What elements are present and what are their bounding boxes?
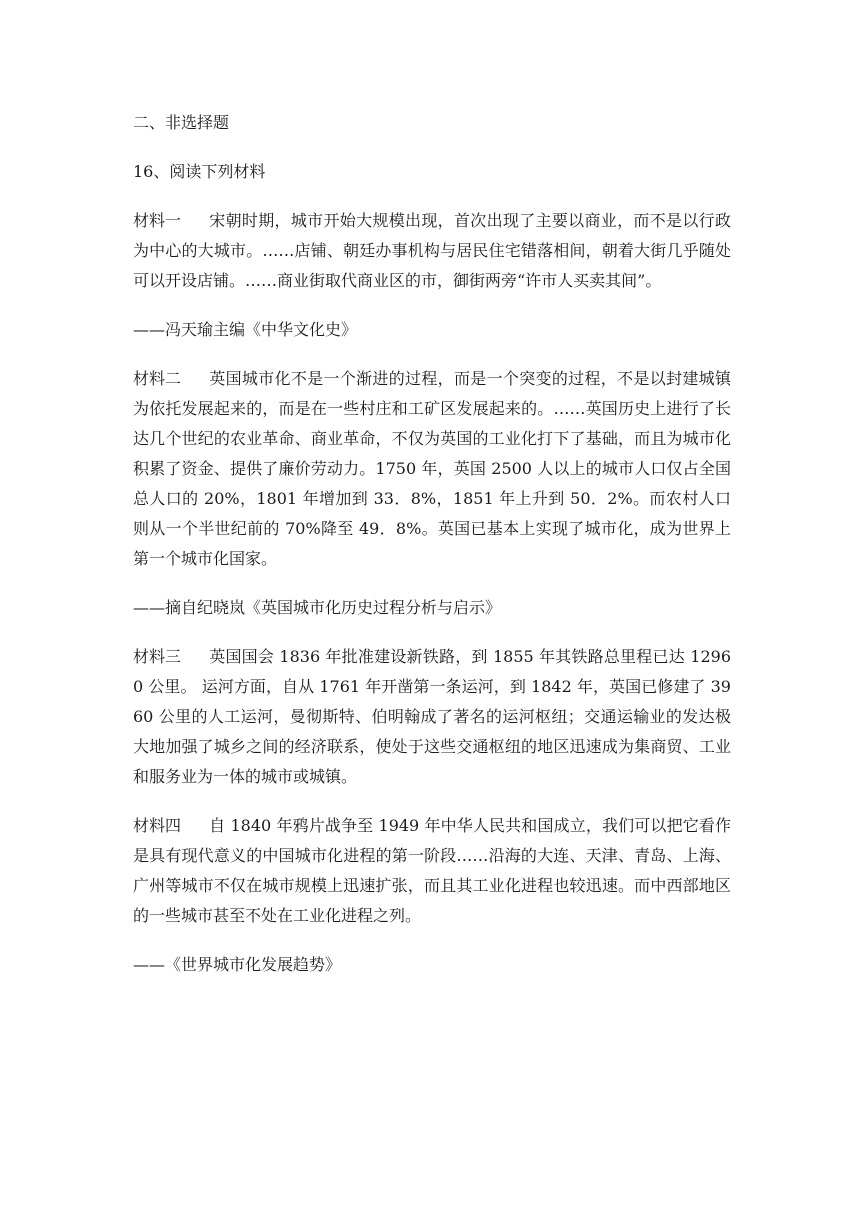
material-four-source: ——《世界城市化发展趋势》 [133, 955, 342, 974]
material-three-label: 材料三 [133, 647, 182, 666]
material-two [133, 364, 731, 574]
material-two-source: ——摘自纪晓岚《英国城市化历史过程分析与启示》 [133, 598, 502, 617]
material-four [133, 811, 731, 931]
material-one-text: 宋朝时期，城市开始大规模出现，首次出现了主要以商业，而不是以行政为中心的大城市。……店铺、朝廷办事机构与居民住宅错落相间，朝着大街几乎随处可以开设店铺。……商业街取代商业区的市，御街两旁“许市人买卖其间”。 [133, 211, 731, 290]
section-title: 二、非选择题 [133, 113, 230, 132]
material-one [133, 206, 731, 296]
document-page [133, 108, 731, 999]
material-one-source: ——冯天瑜主编《中华文化史》 [133, 320, 358, 339]
material-one-label: 材料一 [133, 211, 182, 230]
question-title: 16、阅读下列材料 [133, 162, 266, 181]
material-two-label: 材料二 [133, 369, 182, 388]
material-two-text: 英国城市化不是一个渐进的过程，而是一个突变的过程，不是以封建城镇为依托发展起来的，而是在一些村庄和工矿区发展起来的。……英国历史上进行了长达几个世纪的农业革命、商业革命，不仅为英国的工业化打下了基础，而且为城市化积累了资金、提供了廉价劳动力。1750 年，英国 2500 人以上的城市人口仅占全国总人口的 20%，1801 年增加到 33．8%，1851 年上升到 50．2%。而农村人口则从一个半世纪前的 70%降至 49．8%。英国已基本上实现了城市化，成为世界上第一个城市化国家。 [133, 369, 731, 568]
material-four-text: 自 1840 年鸦片战争至 1949 年中华人民共和国成立，我们可以把它看作是具有现代意义的中国城市化进程的第一阶段……沿海的大连、天津、青岛、上海、广州等城市不仅在城市规模上迅速扩张，而且其工业化进程也较迅速。而中西部地区的一些城市甚至不处在工业化进程之列。 [133, 816, 731, 925]
material-four-label: 材料四 [133, 816, 182, 835]
material-three-text: 英国国会 1836 年批准建设新铁路，到 1855 年其铁路总里程已达 12960 公里。 运河方面，自从 1761 年开凿第一条运河，到 1842 年，英国已修建了 3960 公里的人工运河，曼彻斯特、伯明翰成了著名的运河枢纽；交通运输业的发达极大地加强了城乡之间的经济联系，使处于这些交通枢纽的地区迅速成为集商贸、工业和服务业为一体的城市或城镇。 [133, 647, 731, 786]
material-three [133, 642, 731, 792]
